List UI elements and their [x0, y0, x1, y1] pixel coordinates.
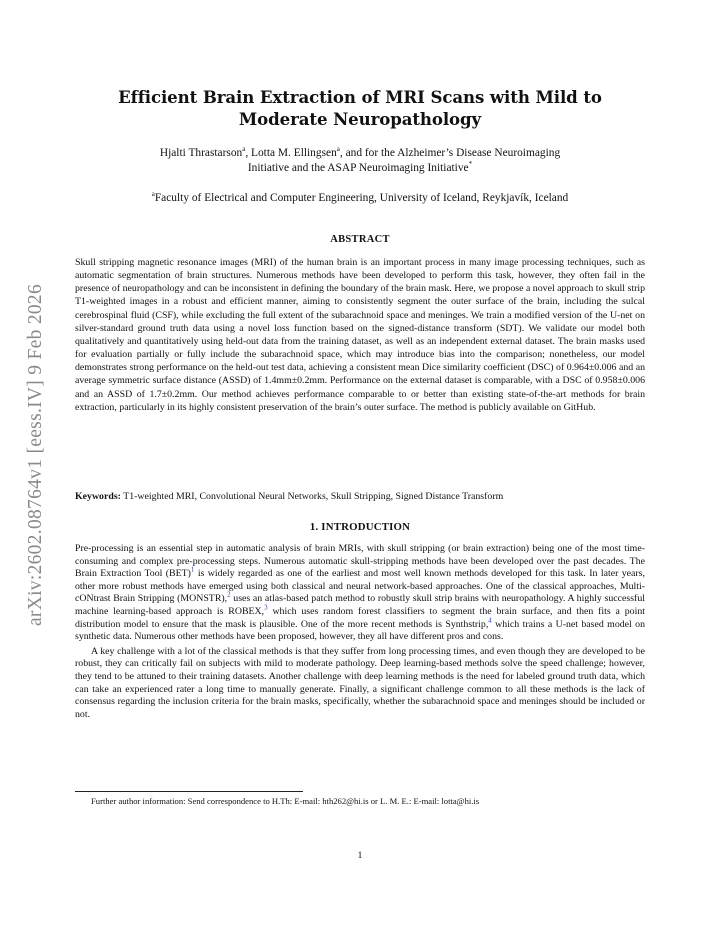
affiliation-mark: a: [151, 190, 155, 199]
affiliation-text: Faculty of Electrical and Computer Engineering, University of Iceland, Reykjavík, Iceland: [154, 192, 569, 204]
author-2: , Lotta M. Ellingsen: [245, 147, 337, 159]
section-heading-introduction: 1. INTRODUCTION: [309, 521, 411, 533]
paper-title: [75, 86, 645, 130]
citation-4-link[interactable]: 4: [488, 616, 492, 625]
abstract-heading: ABSTRACT: [330, 234, 390, 245]
intro-p1-part-c: uses an atlas-based patch method to robustly skull strip brains with neuropathology. A highly successful machine learning-based approach is ROBEX,: [75, 593, 645, 617]
author-1: Hjalti Thrastarson: [159, 147, 243, 159]
keywords-label: Keywords:: [75, 491, 121, 502]
author-4: Initiative and the ASAP Neuroimaging Initiative: [247, 162, 469, 174]
arxiv-stamp: [18, 260, 54, 650]
author-3: , and for the Alzheimer’s Disease Neuroimaging: [339, 147, 561, 159]
author-list: [75, 146, 645, 176]
author-1-affil-mark: a: [242, 145, 246, 154]
abstract-body: Skull stripping magnetic resonance images (MRI) of the human brain is an important process in many image processing techniques, such as automatic segmentation of brain structures. Numerous methods have been developed to perform this task, however, they often fail in the presence of neuropathology and can be inconsistent in defining the boundary of the brain mask. Here, we propose a novel approach to skull strip T1-weighted images in a robust and efficient manner, aiming to consistently segment the outer surface of the brain, including the sulcal cerebrospinal fluid (CSF), while excluding the full extent of the subarachnoid space and meninges. We train a modified version of the U-net on silver-standard ground truth data using a novel loss function based on the signed-distance transform (SDT). We validate our model both qualitatively and quantitatively using held-out data from the training dataset, as well as an independent external dataset. The brain masks used for evaluation partially or fully include the subarachnoid space, which may introduce bias into the comparison; nonetheless, our model demonstrates strong performance on the held-out test data, achieving a consistent mean Dice similarity coefficient (DSC) of 0.964±0.006 and an average symmetric surface distance (ASSD) of 1.4mm±0.2mm. Performance on the external dataset is comparable, with a DSC of 0.958±0.006 and an ASSD of 1.7±0.2mm. Our method achieves performance comparable to or better than existing state-of-the-art methods for brain extraction, particularly in its highly consistent preservation of the brain’s outer surface. The method is publicly available on GitHub.: [75, 257, 645, 413]
author-star-mark: *: [468, 160, 473, 169]
title-line-2: Moderate Neuropathology: [238, 109, 482, 129]
intro-p1-part-d: which uses random forest classifiers to segment the brain surface, and then fits a point distribution model to ensure that the mask is plausible. One of the more recent methods is Synthstrip,: [75, 605, 645, 630]
citation-3-link[interactable]: 3: [264, 603, 268, 612]
footnote-rule: [75, 791, 303, 792]
page-number: 1: [357, 850, 363, 861]
author-2-affil-mark: a: [336, 145, 340, 154]
intro-p1-part-b: is widely regarded as one of the earliest and most well known methods developed for this task. In later years, other more robust methods have emerged using both classical and neural network-based approaches. One of the classical approaches, Multi-cONtrast Brain Stripping (MONSTR),: [75, 568, 645, 605]
citation-1-link[interactable]: 1: [190, 565, 195, 574]
title-line-1: Efficient Brain Extraction of MRI Scans with Mild to: [118, 87, 602, 107]
affiliation: [75, 191, 645, 206]
intro-p1-part-a: Pre-processing is an essential step in automatic analysis of brain MRIs, with skull stripping (or brain extraction) being one of the most time-consuming and complex pre-processing steps. Numerous automatic skull-stripping methods have been developed over the past decades. The Brain Extraction Tool (BET): [75, 543, 645, 580]
footnote: Further author information: Send correspondence to H.Th: E-mail: hth262@hi.is or L. M. E.: E-mail: lotta@hi.is: [91, 796, 480, 806]
introduction-body: [75, 543, 645, 721]
keywords: [75, 490, 645, 503]
intro-paragraph-1: [75, 543, 645, 644]
arxiv-stamp-text: arXiv:2602.08764v1 [eess.IV] 9 Feb 2026: [25, 283, 47, 627]
keywords-text: T1-weighted MRI, Convolutional Neural Networks, Skull Stripping, Signed Distance Transform: [120, 491, 504, 502]
intro-p1-part-e: which trains a U-net based model on synthetic data. Numerous other methods have been proposed, however, they all have different pros and cons.: [75, 618, 645, 643]
citation-2-link[interactable]: 2: [227, 591, 231, 600]
intro-paragraph-2: A key challenge with a lot of the classical methods is that they suffer from long processing times, and even though they are developed to be robust, they can critically fail on subjects with mild to moderate pathology. Deep learning-based methods solve the speed challenge; however, they tend to be attuned to their training datasets. Another challenge with deep learning methods is the need for labeled ground truth data, which can take an experienced rater a long time to manually generate. Finally, a significant challenge common to all these methods is the lack of consensus regarding the inclusion criteria for the brain masks, specifically, whether the subarachnoid space and meninges should be included or not.: [75, 645, 645, 720]
author-line-1: [75, 146, 645, 161]
author-line-2: [75, 161, 645, 176]
